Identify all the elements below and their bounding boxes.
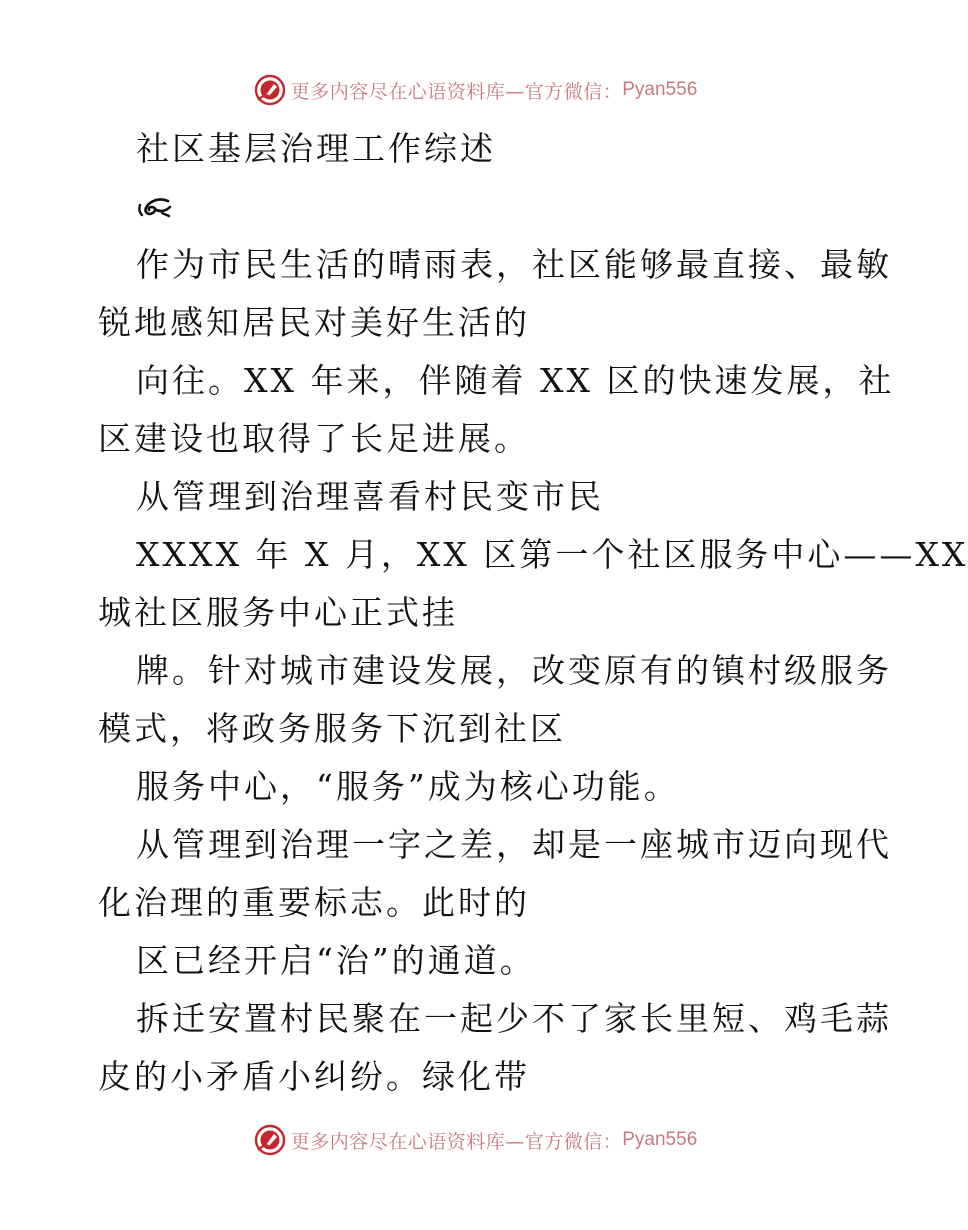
paragraph-line: 模式，将政务服务下沉到社区 bbox=[98, 709, 566, 748]
ornament-divider bbox=[98, 178, 858, 236]
paragraph-line: 皮的小矛盾小纠纷。绿化带 bbox=[98, 1057, 530, 1096]
watermark-wechat-id: Pyan556 bbox=[622, 79, 698, 100]
paragraph-line: 向往。XX 年来，伴随着 XX 区的快速发展，社 bbox=[136, 361, 895, 400]
paragraph-line: 作为市民生活的晴雨表，社区能够最直接、最敏 bbox=[136, 245, 892, 284]
paragraph-line: 城社区服务中心正式挂 bbox=[98, 593, 458, 632]
watermark-text: 更多内容尽在心语资料库—官方微信： bbox=[290, 1130, 623, 1153]
pen-nib-logo-icon bbox=[253, 73, 287, 107]
pen-nib-logo-icon bbox=[253, 1123, 287, 1157]
header-watermark bbox=[0, 70, 950, 110]
section-heading: 从管理到治理喜看村民变市民 bbox=[136, 477, 604, 516]
paragraph-line: 区建设也取得了长足进展。 bbox=[98, 419, 530, 458]
paragraph-line: 区已经开启“治”的通道。 bbox=[136, 941, 536, 980]
paragraph-line: 拆迁安置村民聚在一起少不了家长里短、鸡毛蒜 bbox=[136, 999, 892, 1038]
watermark-text: 更多内容尽在心语资料库—官方微信： bbox=[290, 80, 623, 103]
watermark-wechat-id: Pyan556 bbox=[622, 1129, 698, 1150]
paragraph-line: 化治理的重要标志。此时的 bbox=[98, 883, 530, 922]
document-body bbox=[98, 120, 968, 1106]
document-title: 社区基层治理工作综述 bbox=[136, 129, 496, 168]
footer-watermark bbox=[0, 1120, 950, 1160]
paragraph-line: 锐地感知居民对美好生活的 bbox=[98, 303, 530, 342]
paragraph-line: 服务中心，“服务”成为核心功能。 bbox=[136, 767, 680, 806]
paragraph-line: XXXX 年 X 月，XX 区第一个社区服务中心——XX bbox=[136, 535, 968, 574]
paragraph-line: 从管理到治理一字之差，却是一座城市迈向现代 bbox=[136, 825, 892, 864]
flourish-ornament-icon bbox=[136, 195, 172, 219]
paragraph-line: 牌。针对城市建设发展，改变原有的镇村级服务 bbox=[136, 651, 892, 690]
